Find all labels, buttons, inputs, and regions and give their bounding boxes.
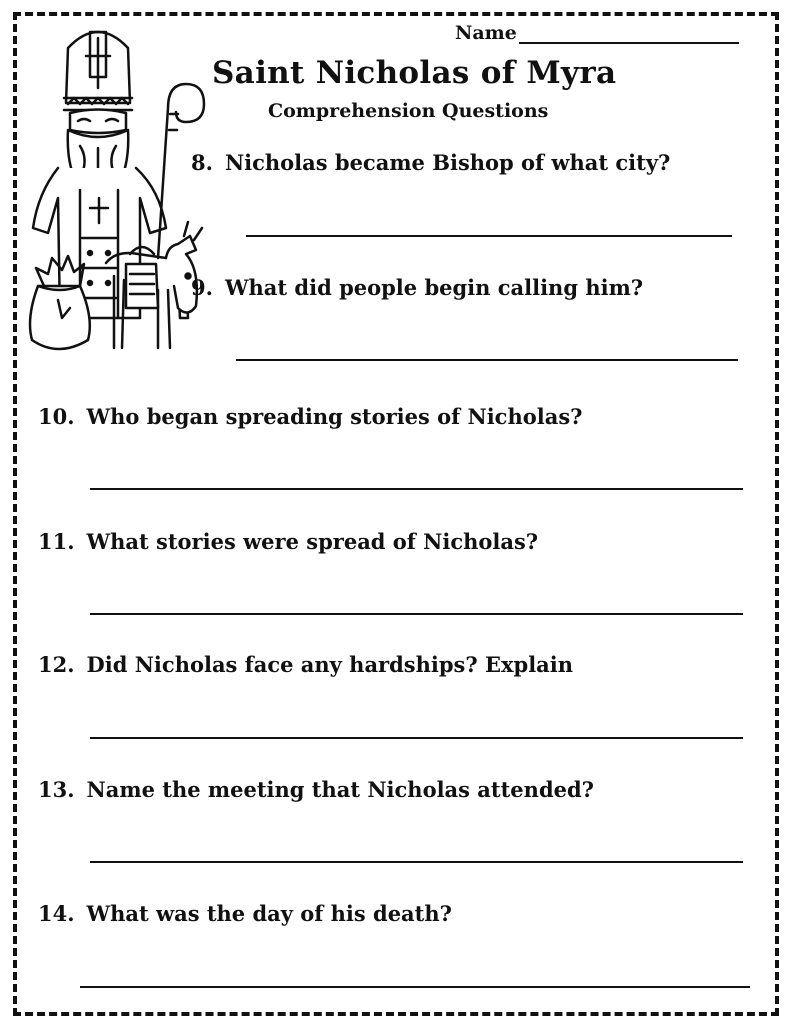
question-text: Who began spreading stories of Nicholas? [86,404,583,429]
question-text: What was the day of his death? [86,901,452,926]
answer-line-10[interactable] [90,488,743,490]
answer-line-14[interactable] [80,986,750,988]
name-field[interactable] [455,20,739,44]
question-12 [38,652,573,677]
question-9 [191,275,643,300]
question-number: 12. [38,652,75,677]
question-number: 9. [191,275,213,300]
question-number: 13. [38,777,75,802]
question-text: Did Nicholas face any hardships? Explain [86,652,574,677]
answer-line-12[interactable] [90,737,743,739]
question-8 [191,150,670,175]
answer-line-9[interactable] [236,359,738,361]
name-blank-line[interactable] [519,20,739,44]
answer-line-11[interactable] [90,613,743,615]
page-subtitle: Comprehension Questions [268,100,549,122]
name-label: Name [455,22,517,44]
question-10 [38,404,582,429]
answer-line-8[interactable] [246,235,732,237]
question-text: Nicholas became Bishop of what city? [224,150,671,175]
question-number: 14. [38,901,75,926]
question-number: 11. [38,529,75,554]
question-text: What did people begin calling him? [224,275,644,300]
question-14 [38,901,452,926]
saint-nicholas-icon [18,18,213,358]
question-text: Name the meeting that Nicholas attended? [86,777,594,802]
question-11 [38,529,538,554]
page-title: Saint Nicholas of Myra [212,55,617,91]
question-number: 8. [191,150,213,175]
question-text: What stories were spread of Nicholas? [86,529,539,554]
question-number: 10. [38,404,75,429]
question-13 [38,777,594,802]
answer-line-13[interactable] [90,861,743,863]
